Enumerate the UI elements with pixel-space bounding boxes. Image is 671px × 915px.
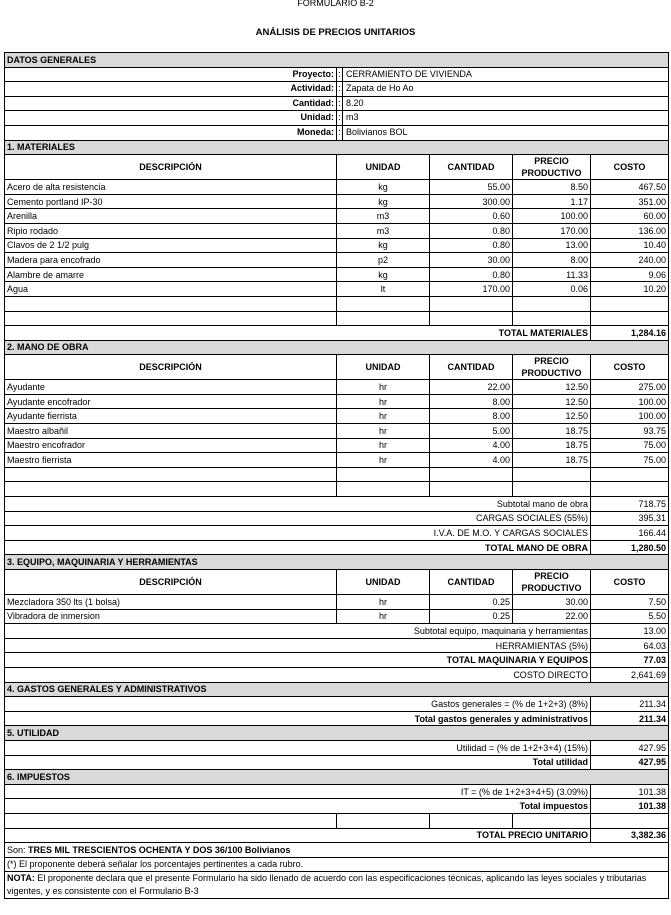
tools-value: 64.03: [591, 638, 669, 653]
field-value: Bolivianos BOL: [346, 126, 408, 137]
item-cost: 275.00: [591, 380, 669, 395]
overhead-line-row: [5, 697, 669, 712]
item-price: 170.00: [513, 223, 591, 238]
item-price: 1.17: [513, 194, 591, 209]
item-cost: 136.00: [591, 223, 669, 238]
field-label: Actividad:: [5, 82, 337, 96]
note: NOTA: El proponente declara que el presente Formulario ha sido llenado de acuerdo con las especificaciones técnicas, aplicando las leyes sociales y tributarias vigentes, y es consistente con el Formulario B-3: [5, 872, 669, 899]
direct-cost-value: 2,641.69: [591, 667, 669, 682]
item-description: Alambre de amarre: [5, 267, 337, 282]
item-cost: 10.20: [591, 282, 669, 297]
total-taxes-label: Total impuestos: [5, 799, 591, 814]
equipment-subtotal-label: Subtotal equipo, maquinaria y herramientas: [5, 624, 591, 639]
item-description: Vibradora de inmersion: [5, 609, 337, 624]
section-header: DATOS GENERALES: [5, 53, 669, 68]
item-description: Agua: [5, 282, 337, 297]
item-cost: 467.50: [591, 180, 669, 195]
col-price: PRECIO PRODUCTIVO: [513, 570, 591, 595]
tax-line-row: [5, 784, 669, 799]
equipment-subtotal-row: [5, 624, 669, 639]
grand-total-row: [5, 828, 669, 843]
item-cost: 100.00: [591, 394, 669, 409]
table-row: [5, 267, 669, 282]
item-cost: 93.75: [591, 424, 669, 439]
total-profit-row: [5, 755, 669, 770]
col-description: DESCRIPCIÓN: [5, 570, 337, 595]
total-materials-row: [5, 326, 669, 341]
table-row: [5, 380, 669, 395]
labor-iva-label: I.V.A. DE M.O. Y CARGAS SOCIALES: [5, 526, 591, 541]
item-quantity: 22.00: [430, 380, 513, 395]
social-charges-label: CARGAS SOCIALES (55%): [5, 511, 591, 526]
table-row: [5, 253, 669, 268]
total-labor-value: 1,280.50: [591, 540, 669, 555]
total-overhead-value: 211.34: [591, 711, 669, 726]
section-header: 2. MANO DE OBRA: [5, 340, 669, 355]
table-row: [5, 194, 669, 209]
table-row: [5, 438, 669, 453]
item-unit: hr: [337, 438, 430, 453]
direct-cost-row: [5, 667, 669, 682]
total-overhead-label: Total gastos generales y administrativos: [5, 711, 591, 726]
table-row: [5, 409, 669, 424]
item-unit: hr: [337, 609, 430, 624]
col-price: PRECIO PRODUCTIVO: [513, 155, 591, 180]
item-quantity: 30.00: [430, 253, 513, 268]
item-unit: hr: [337, 424, 430, 439]
item-quantity: 0.80: [430, 267, 513, 282]
item-price: 18.75: [513, 424, 591, 439]
field-value: m3: [346, 112, 359, 123]
item-quantity: 0.60: [430, 209, 513, 224]
item-description: Mezcladora 350 lts (1 bolsa): [5, 595, 337, 610]
item-description: Ayudante encofrador: [5, 394, 337, 409]
profit-line-label: Utilidad = (% de 1+2+3+4) (15%): [5, 740, 591, 755]
item-description: Maestro fierrista: [5, 453, 337, 468]
item-description: Acero de alta resistencia: [5, 180, 337, 195]
col-cost: COSTO: [591, 570, 669, 595]
item-cost: 100.00: [591, 409, 669, 424]
form-number: FORMULARIO B-2: [297, 0, 374, 8]
item-price: 12.50: [513, 380, 591, 395]
labor-subtotal-value: 718.75: [591, 497, 669, 512]
col-quantity: CANTIDAD: [430, 155, 513, 180]
item-unit: kg: [337, 267, 430, 282]
col-quantity: CANTIDAD: [430, 355, 513, 380]
col-cost: COSTO: [591, 155, 669, 180]
overhead-line-value: 211.34: [591, 697, 669, 712]
item-quantity: 0.80: [430, 238, 513, 253]
item-cost: 9.06: [591, 267, 669, 282]
item-unit: hr: [337, 453, 430, 468]
price-analysis-form: DATOS GENERALES Proyecto: : CERRAMIENTO DE VIVIENDA Actividad: : Zapata de Ho Ao Cantidad: : 8.20 Unidad: : m3 Moneda: : Bolivianos BOL 1. MATERIALES DESCRIPCIÓN UNIDAD CANTIDAD PRECIO PRODUCTIVO COSTO Acero de alta resistencia kg 55.00 8.50 467.50 Cemento portland IP-30 kg 300.00 1.17 351.00 Arenilla m3 0.60 100.00 60.00 Ripio rodado m3 0.80 170.00 136.00 Clavos de 2 1/2 pulg kg 0.80 13.00 10.40 Madera para encofrado p2 30.00 8.00 240.00 Alambre de amarre kg 0.80 11.33 9.06 Agua lt 170.00 0.06 10.20 TOTAL MATERIALES 1,284.16 2. MANO DE OBRA DESCRIPCIÓN UNIDAD CANTIDAD PRECIO PRODUCTIVO COSTO Ayudante hr 22.00 12.50 275.00 Ayudante encofrador hr 8.00 12.50 100.00 Ayudante fierrista hr 8.00 12.50 100.00 Maestro albañil hr 5.00 18.75 93.75 Maestro encofrador hr 4.00 18.75 75.00 Maestro fierrista hr 4.00 18.75 75.00 Subtotal mano de obra 718.75 CARGAS SOCIALES (55%) 395.31 I.V.A. DE M.O. Y CARGAS SOCIALES 166.44 TOTAL MANO DE OBRA 1,280.50 3. EQUIPO, MAQUINARIA Y HERRAMIENTAS DESCRIPCIÓN UNIDAD CANTIDAD PRECIO PRODUCTIVO COSTO Mezcladora 350 lts (1 bolsa) hr 0.25 30.00 7.50 Vibradora de inmersion hr 0.25 22.00 5.50 Subtotal equipo, maquinaria y herramientas 13.00 HERRAMIENTAS (5%) 64.03 TOTAL MAQUINARIA Y EQUIPOS 77.03 COSTO DIRECTO 2,641.69 4. GASTOS GENERALES Y ADMINISTRATIVOS Gastos generales = (% de 1+2+3) (8%) 211.34 Total gastos generales y administrativos 211.34 5. UTILIDAD Utilidad = (% de 1+2+3+4) (15%) 427.95 Total utilidad 427.95 6. IMPUESTOS IT = (% de 1+2+3+4+5) (3.09%) 101.38 Total impuestos 101.38 TOTAL PRECIO UNITARIO 3,382.36 Son: TRES MIL TRESCIENTOS OCHENTA Y DOS 36/100 Bolivianos (*) El proponente deberá señalar los porcentajes pertinentes a cada rubro. NOTA: El proponente declara que el presente Formulario ha sido llenado de acuerdo con las especificaciones técnicas, aplicando las leyes sociales y tributarias vigentes, y es consistente con el Formulario B-3: [4, 52, 669, 899]
col-quantity: CANTIDAD: [430, 570, 513, 595]
section-header: 5. UTILIDAD: [5, 726, 669, 741]
field-value: Zapata de Ho Ao: [346, 83, 414, 94]
item-description: Maestro encofrador: [5, 438, 337, 453]
item-quantity: 0.25: [430, 595, 513, 610]
item-unit: kg: [337, 180, 430, 195]
item-unit: hr: [337, 595, 430, 610]
labor-subtotal-row: [5, 497, 669, 512]
labor-iva-value: 166.44: [591, 526, 669, 541]
item-price: 13.00: [513, 238, 591, 253]
tax-line-label: IT = (% de 1+2+3+4+5) (3.09%): [5, 784, 591, 799]
col-cost: COSTO: [591, 355, 669, 380]
item-cost: 240.00: [591, 253, 669, 268]
item-price: 22.00: [513, 609, 591, 624]
page-title: ANÁLISIS DE PRECIOS UNITARIOS: [255, 27, 416, 38]
total-overhead-row: [5, 711, 669, 726]
item-quantity: 55.00: [430, 180, 513, 195]
labor-iva-row: [5, 526, 669, 541]
item-description: Arenilla: [5, 209, 337, 224]
overhead-line-label: Gastos generales = (% de 1+2+3) (8%): [5, 697, 591, 712]
table-row: [5, 180, 669, 195]
item-quantity: 8.00: [430, 409, 513, 424]
field-label: Cantidad:: [5, 97, 337, 111]
item-price: 8.00: [513, 253, 591, 268]
item-cost: 7.50: [591, 595, 669, 610]
total-profit-value: 427.95: [591, 755, 669, 770]
section-header: 1. MATERIALES: [5, 140, 669, 155]
item-price: 18.75: [513, 453, 591, 468]
item-price: 0.06: [513, 282, 591, 297]
table-row: [5, 394, 669, 409]
social-charges-value: 395.31: [591, 511, 669, 526]
tax-line-value: 101.38: [591, 784, 669, 799]
total-materials-value: 1,284.16: [591, 326, 669, 341]
item-description: Madera para encofrado: [5, 253, 337, 268]
col-price: PRECIO PRODUCTIVO: [513, 355, 591, 380]
item-price: 8.50: [513, 180, 591, 195]
col-unit: UNIDAD: [337, 355, 430, 380]
item-quantity: 0.25: [430, 609, 513, 624]
table-row: [5, 424, 669, 439]
grand-total-label: TOTAL PRECIO UNITARIO: [5, 828, 591, 843]
item-cost: 75.00: [591, 453, 669, 468]
section-header: 4. GASTOS GENERALES Y ADMINISTRATIVOS: [5, 682, 669, 697]
table-row: [5, 209, 669, 224]
social-charges-row: [5, 511, 669, 526]
item-price: 12.50: [513, 394, 591, 409]
item-description: Cemento portland IP-30: [5, 194, 337, 209]
item-unit: lt: [337, 282, 430, 297]
item-quantity: 4.00: [430, 438, 513, 453]
field-value: 8.20: [346, 97, 364, 108]
col-description: DESCRIPCIÓN: [5, 155, 337, 180]
item-description: Maestro albañil: [5, 424, 337, 439]
labor-subtotal-label: Subtotal mano de obra: [5, 497, 591, 512]
total-taxes-row: [5, 799, 669, 814]
item-cost: 10.40: [591, 238, 669, 253]
item-quantity: 5.00: [430, 424, 513, 439]
item-unit: m3: [337, 223, 430, 238]
direct-cost-label: COSTO DIRECTO: [5, 667, 591, 682]
equipment-subtotal-value: 13.00: [591, 624, 669, 639]
table-row: [5, 609, 669, 624]
amount-in-words: Son: TRES MIL TRESCIENTOS OCHENTA Y DOS 36/100 Bolivianos: [5, 843, 669, 858]
item-unit: p2: [337, 253, 430, 268]
tools-row: [5, 638, 669, 653]
col-unit: UNIDAD: [337, 570, 430, 595]
item-cost: 60.00: [591, 209, 669, 224]
item-quantity: 0.80: [430, 223, 513, 238]
tools-label: HERRAMIENTAS (5%): [5, 638, 591, 653]
item-unit: kg: [337, 238, 430, 253]
table-row: [5, 282, 669, 297]
field-label: Proyecto:: [5, 68, 337, 82]
item-quantity: 300.00: [430, 194, 513, 209]
total-labor-row: [5, 540, 669, 555]
total-materials-label: TOTAL MATERIALES: [5, 326, 591, 341]
footnote: (*) El proponente deberá señalar los porcentajes pertinentes a cada rubro.: [5, 857, 669, 872]
table-row: [5, 595, 669, 610]
field-label: Unidad:: [5, 111, 337, 125]
item-unit: m3: [337, 209, 430, 224]
table-row: [5, 238, 669, 253]
item-unit: kg: [337, 194, 430, 209]
item-description: Clavos de 2 1/2 pulg: [5, 238, 337, 253]
item-price: 12.50: [513, 409, 591, 424]
profit-line-row: [5, 740, 669, 755]
item-quantity: 170.00: [430, 282, 513, 297]
item-quantity: 4.00: [430, 453, 513, 468]
profit-line-value: 427.95: [591, 740, 669, 755]
item-price: 30.00: [513, 595, 591, 610]
section-header: 3. EQUIPO, MAQUINARIA Y HERRAMIENTAS: [5, 555, 669, 570]
table-row: [5, 453, 669, 468]
total-profit-label: Total utilidad: [5, 755, 591, 770]
item-quantity: 8.00: [430, 394, 513, 409]
item-description: Ayudante: [5, 380, 337, 395]
grand-total-value: 3,382.36: [591, 828, 669, 843]
item-price: 18.75: [513, 438, 591, 453]
item-cost: 351.00: [591, 194, 669, 209]
field-label: Moneda:: [5, 126, 337, 140]
item-description: Ripio rodado: [5, 223, 337, 238]
total-equipment-value: 77.03: [591, 653, 669, 668]
total-equipment-row: [5, 653, 669, 668]
item-unit: hr: [337, 380, 430, 395]
field-value: CERRAMIENTO DE VIVIENDA: [346, 68, 472, 79]
item-price: 11.33: [513, 267, 591, 282]
item-cost: 5.50: [591, 609, 669, 624]
total-labor-label: TOTAL MANO DE OBRA: [5, 540, 591, 555]
item-unit: hr: [337, 394, 430, 409]
table-row: [5, 223, 669, 238]
item-cost: 75.00: [591, 438, 669, 453]
col-unit: UNIDAD: [337, 155, 430, 180]
item-description: Ayudante fierrista: [5, 409, 337, 424]
item-price: 100.00: [513, 209, 591, 224]
total-equipment-label: TOTAL MAQUINARIA Y EQUIPOS: [5, 653, 591, 668]
item-unit: hr: [337, 409, 430, 424]
col-description: DESCRIPCIÓN: [5, 355, 337, 380]
section-header: 6. IMPUESTOS: [5, 770, 669, 785]
total-taxes-value: 101.38: [591, 799, 669, 814]
